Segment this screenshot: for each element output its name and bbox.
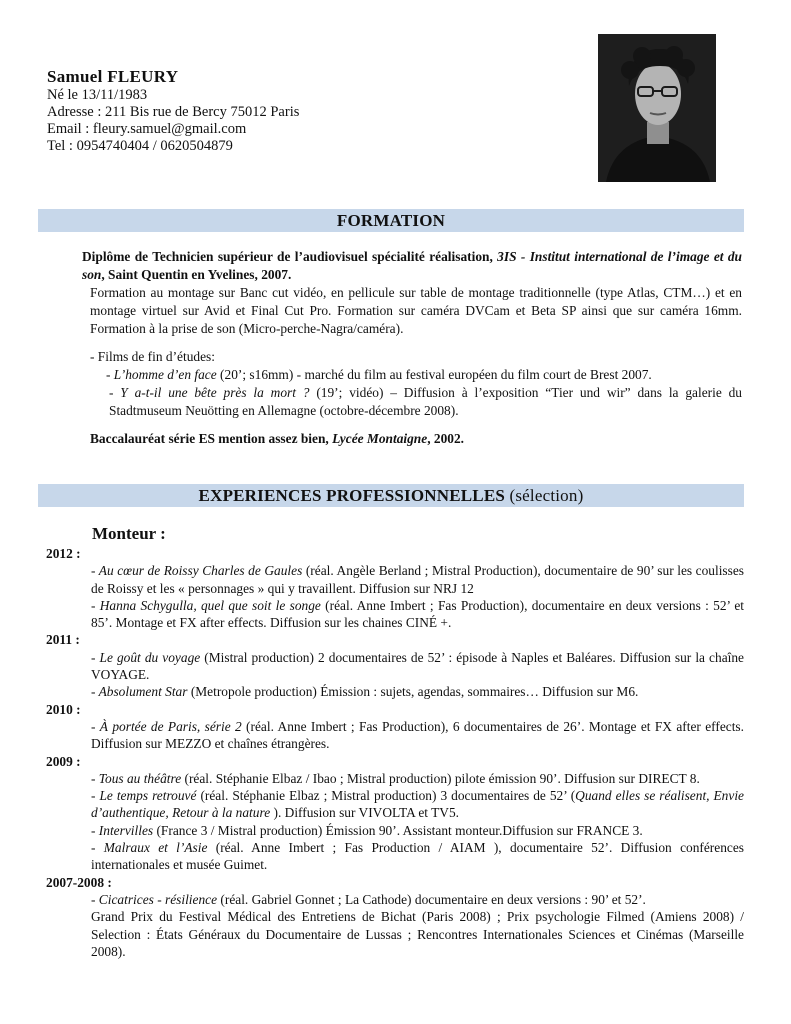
experience-entry	[46, 683, 744, 700]
work-text-end: ). Diffusion sur VIVOLTA et TV5.	[270, 805, 460, 821]
work-text: (réal. Stéphanie Elbaz / Ibao ; Mistral production) pilote émission 90’. Diffusion sur DIRECT 8.	[181, 770, 700, 786]
film-text: (20’; s16mm) - marché du film au festival européen du film court de Brest 2007.	[216, 367, 652, 382]
email: Email : fleury.samuel@gmail.com	[47, 121, 247, 137]
year-label: 2010 :	[46, 701, 81, 717]
person-name: Samuel FLEURY	[47, 67, 179, 86]
work-text: (réal. Gabriel Gonnet ; La Cathode) documentaire en deux versions : 90’ et 52’.	[217, 891, 646, 907]
work-title: - Tous au théâtre	[91, 770, 182, 786]
work-title: - Au cœur de Roissy Charles de Gaules	[91, 563, 303, 579]
portrait-photo	[598, 34, 716, 182]
role-title: Monteur :	[92, 524, 166, 543]
bac-label: Baccalauréat série ES mention assez bien,	[90, 431, 333, 446]
year-label: 2007-2008 :	[46, 874, 112, 890]
section-title-suffix: (sélection)	[509, 486, 584, 505]
experience-entry	[46, 770, 744, 787]
work-title: - Cicatrices - résilience	[91, 891, 218, 907]
film-text: (19’; vidéo) – Diffusion à l’exposition “Tier und wir” dans la galerie du Stadtmuseum Neuötting en Allemagne (octobre-décembre 2008).	[109, 385, 742, 418]
experience-entry	[46, 718, 744, 753]
film-entry	[82, 366, 742, 384]
section-title: FORMATION	[336, 211, 446, 230]
work-title: - Le temps retrouvé	[91, 788, 197, 804]
work-title: - Intervilles	[91, 822, 154, 838]
section-experiences-heading	[38, 484, 744, 507]
work-text: (Metropole production) Émission : sujets, agendas, sommaires… Diffusion sur M6.	[187, 684, 639, 700]
bac-school: Lycée Montaigne	[332, 431, 428, 446]
experiences-section	[46, 523, 744, 960]
year-label: 2009 :	[46, 753, 81, 769]
section-title: EXPERIENCES PROFESSIONNELLES	[198, 486, 506, 505]
work-text: (réal. Angèle Berland ; Mistral Production), documentaire de 90’ sur les coulisses de Roissy et les « personnages » qui y travaillent. Diffusion sur NRJ 12	[91, 563, 744, 596]
work-title: - Malraux et l’Asie	[91, 840, 208, 856]
film-title: - Y a-t-il une bête près la mort ?	[109, 385, 310, 400]
year-label: 2012 :	[46, 546, 81, 561]
work-text: (réal. Anne Imbert ; Fas Production), documentaire en deux versions : 52’ et 85’. Montage et FX after effects. Diffusion sur les chaines CINÉ +.	[91, 597, 744, 631]
contact-block	[47, 66, 299, 155]
formation-section	[82, 248, 742, 448]
experience-entry	[46, 649, 744, 684]
diploma-end: , Saint Quentin en Yvelines, 2007.	[101, 267, 292, 282]
films-title: - Films de fin d’études:	[90, 349, 215, 364]
work-title: - Le goût du voyage	[91, 649, 201, 665]
work-text: (France 3 / Mistral production) Émission 90’. Assistant monteur.Diffusion sur FRANCE 3.	[153, 822, 643, 838]
diploma-label: Diplôme de Technicien supérieur de l’audiovisuel spécialité réalisation,	[82, 249, 498, 264]
bac-end: , 2002.	[427, 431, 465, 446]
work-text: (réal. Stéphanie Elbaz ; Mistral production) 3 documentaires de 52’ (	[196, 788, 576, 804]
year-label: 2011 :	[46, 632, 80, 648]
prize-text: Grand Prix du Festival Médical des Entretiens de Bichat (Paris 2008) ; Prix psychologie Filmed (Amiens 2008) / Selection : États Généraux du Documentaire de Lussas ; Rencontres Internationales Sciences et Cinémas (Marseille 2008).	[91, 909, 744, 959]
experience-entry	[46, 839, 744, 874]
work-text: (réal. Anne Imbert ; Fas Production / AIAM ), documentaire 52’. Diffusion conférences internationales et musée Guimet.	[91, 840, 744, 873]
training-text: Formation au montage sur Banc cut vidéo, en pellicule sur table de montage traditionnelle (type Atlas, CTM…) et en montage virtuel sur Avid et Final Cut Pro. Formation sur caméra DVCam et Beta SP ainsi que sur caméra 16mm. Formation à la prise de son (Micro-perche-Nagra/caméra).	[90, 285, 742, 336]
section-formation-heading	[38, 209, 744, 232]
film-title: - L’homme d’en face	[106, 367, 217, 382]
diploma-entry	[82, 248, 742, 284]
work-title: - À portée de Paris, série 2	[91, 718, 242, 734]
experience-entry	[46, 562, 744, 597]
phone: Tel : 0954740404 / 0620504879	[47, 138, 233, 154]
work-title: - Hanna Schygulla, quel que soit le songe	[91, 597, 321, 613]
film-entry	[82, 384, 742, 420]
diploma-school: 3IS - Institut international de l’image et du son	[82, 249, 742, 282]
work-text: (réal. Anne Imbert ; Fas Production), 6 documentaires de 26’. Montage et FX after effects. Diffusion sur MEZZO et chaînes étrangères.	[91, 718, 744, 752]
work-subtitles: Quand elles se réalisent, Envie d’authentique, Retour à la nature	[91, 788, 744, 821]
work-title: - Absolument Star	[91, 684, 188, 700]
experience-entry	[46, 597, 744, 632]
experience-entry	[46, 787, 744, 822]
birth-date: Né le 13/11/1983	[47, 87, 148, 103]
bac-entry	[82, 430, 742, 448]
address: Adresse : 211 Bis rue de Bercy 75012 Paris	[47, 104, 300, 120]
portrait-icon	[598, 34, 716, 182]
experience-entry	[46, 891, 744, 908]
experience-entry	[46, 822, 744, 839]
work-text: (Mistral production) 2 documentaires de 52’ : épisode à Naples et Baléares. Diffusion sur la chaîne VOYAGE.	[91, 649, 744, 683]
